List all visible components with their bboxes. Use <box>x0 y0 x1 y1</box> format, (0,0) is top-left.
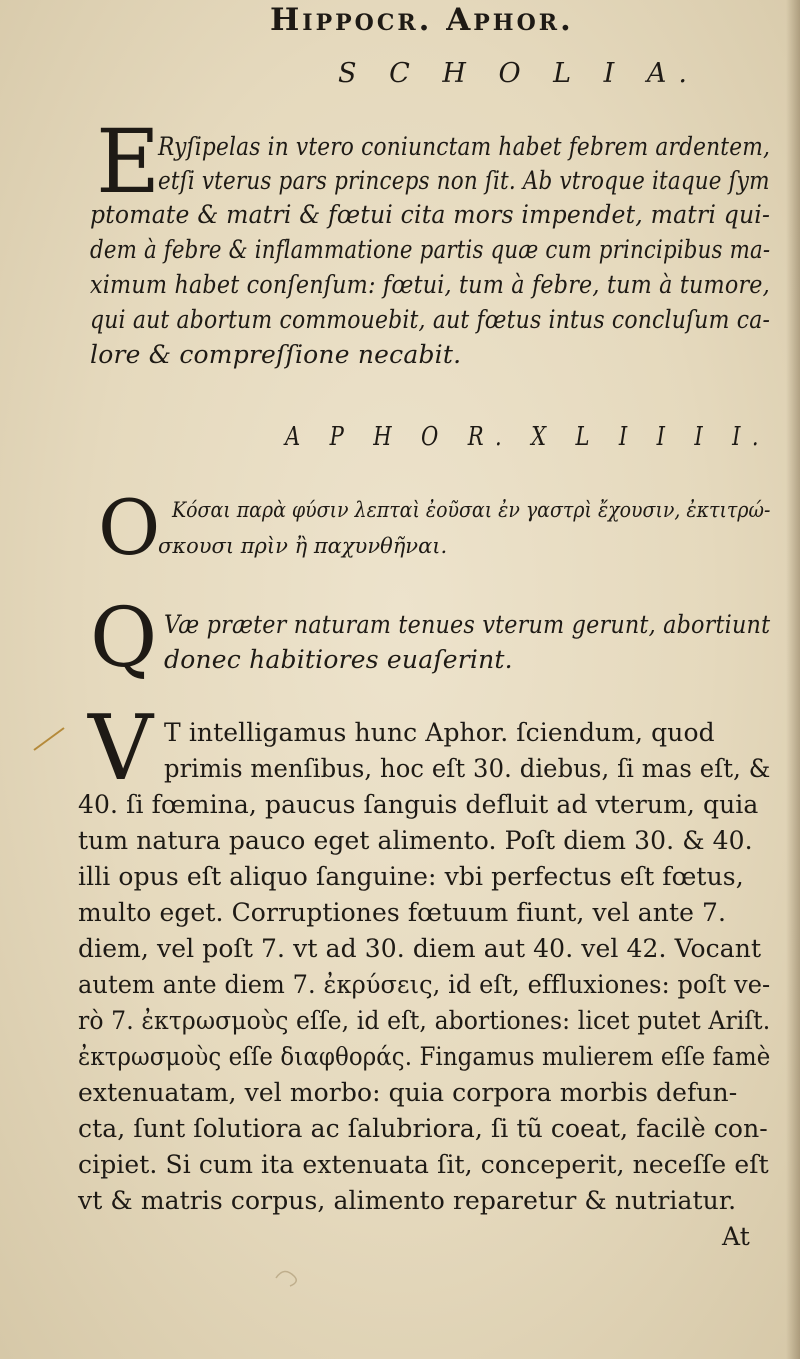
running-header: Hippocr. Aphor. <box>270 2 574 38</box>
scholia-line: qui aut abortum commouebit, aut fœtus intus concluſum ca- <box>90 305 771 334</box>
commentary-line: 40. ſi fœmina, paucus ſanguis defluit ad vterum, quia <box>78 790 759 819</box>
margin-ink-mark <box>30 720 70 760</box>
latin-drop-cap: Q <box>90 591 158 686</box>
greek-drop-cap: O <box>98 483 161 572</box>
commentary-line: extenuatam, vel morbo: quia corpora morbis defun- <box>78 1078 738 1107</box>
commentary-line: vt & matris corpus, alimento reparetur & nutriatur. <box>78 1186 737 1215</box>
commentary-line: primis menſibus, hoc eſt 30. diebus, ſi mas eſt, & <box>164 754 771 783</box>
latin-line: Væ præter naturam tenues vterum gerunt, abortiunt <box>164 610 771 639</box>
scholia-line: Ryſipelas in vtero coniunctam habet febrem ardentem, <box>158 132 771 161</box>
scholia-line: etſi vterus pars princeps non ſit. Ab vtroque itaque ſym <box>158 166 770 195</box>
page-edge-shadow <box>786 0 800 1359</box>
greek-line: σκουσι πρὶν ἢ παχυνθῆναι. <box>158 534 448 558</box>
greek-line: Κόσαι παρὰ φύσιν λεπταὶ ἐοῦσαι ἐν γαστρὶ ἔχουσιν, ἐκτιτρώ- <box>172 498 771 522</box>
commentary-line: multo eget. Corruptiones fœtuum fiunt, vel ante 7. <box>78 898 727 927</box>
scholia-line: ptomate & matri & fœtui cita mors impendet, matri qui- <box>90 200 771 229</box>
scholia-line: dem à febre & inflammatione partis quæ cum principibus ma- <box>90 235 771 264</box>
catchword: At <box>722 1222 750 1251</box>
paper-blemish <box>270 1260 310 1290</box>
commentary-line: T intelligamus hunc Aphor. ſciendum, quod <box>164 718 715 747</box>
aphorism-heading: A P H O R. X L I I I I. <box>285 422 770 452</box>
commentary-line: cipiet. Si cum ita extenuata ſit, conceperit, neceſſe eſt <box>78 1150 769 1179</box>
commentary-line: diem, vel poſt 7. vt ad 30. diem aut 40. vel 42. Vocant <box>78 934 762 963</box>
scholia-heading: S C H O L I A. <box>338 58 700 89</box>
scholia-drop-cap: E <box>96 110 161 213</box>
commentary-line: illi opus eſt aliquo ſanguine: vbi perfectus eſt fœtus, <box>78 862 744 891</box>
commentary-line: rò 7. ἐκτρωσμοὺς eſſe, id eſt, abortiones: licet putet Ariſt. <box>78 1006 771 1035</box>
commentary-line: tum natura pauco eget alimento. Poſt diem 30. & 40. <box>78 826 753 855</box>
scholia-line: lore & compreſſione necabit. <box>90 340 462 369</box>
scholia-line: ximum habet conſenſum: fœtui, tum à febre, tum à tumore, <box>90 270 770 299</box>
commentary-line: ἐκτρωσμοὺς eſſe διαφθοράς. Fingamus mulierem eſſe famè <box>78 1042 771 1071</box>
commentary-line: autem ante diem 7. ἐκρύσεις, id eſt, effluxiones: poſt ve- <box>78 970 771 999</box>
commentary-line: cta, ſunt ſolutiora ac ſalubriora, ſi tũ coeat, facilè con- <box>78 1114 768 1143</box>
commentary-drop-cap: V <box>88 696 153 801</box>
latin-line: donec habitiores euaſerint. <box>164 645 513 674</box>
